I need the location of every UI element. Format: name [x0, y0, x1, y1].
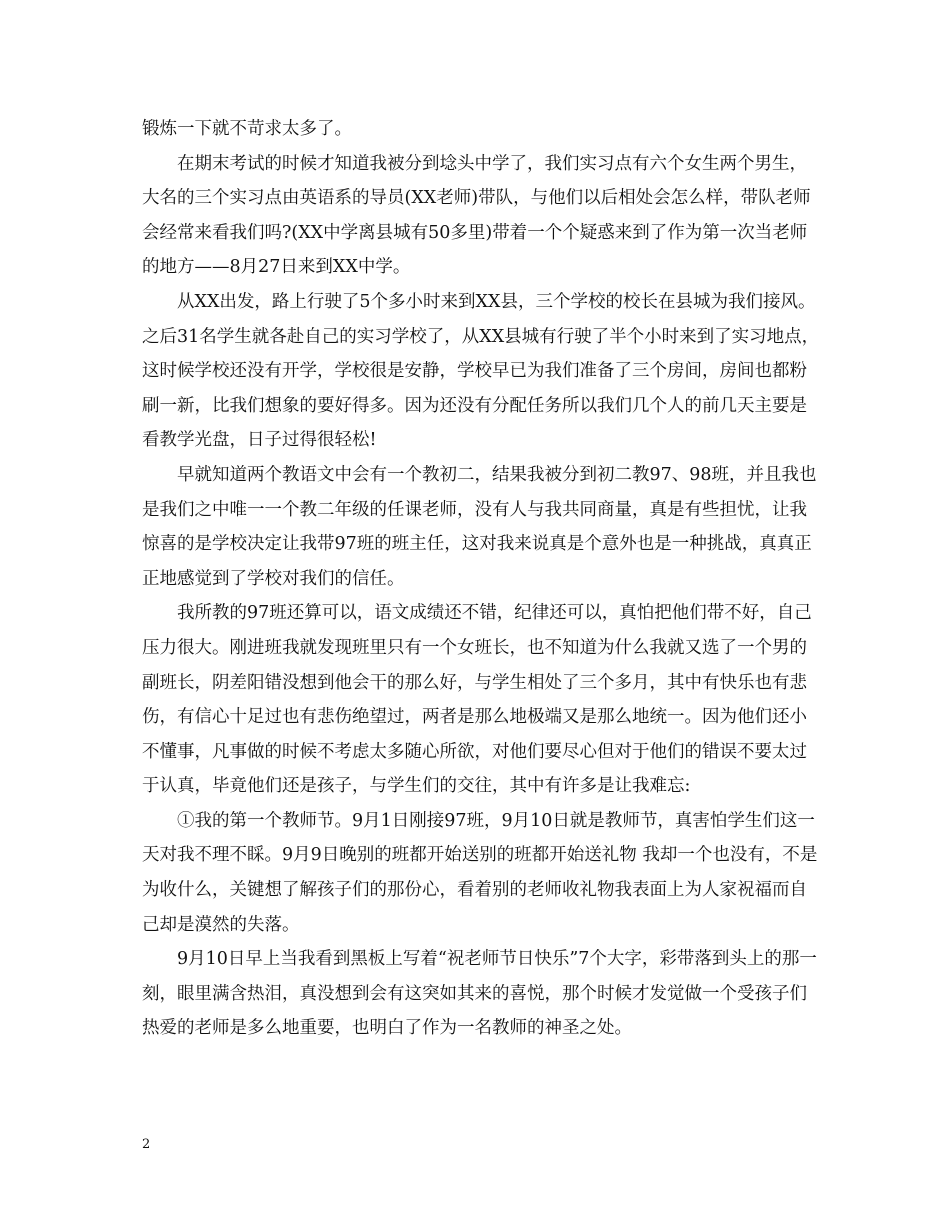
- paragraph-6: ①我的第一个教师节。9月1日刚接97班，9月10日就是教师节，真害怕学生们这一天对我不理不睬。9月9日晚别的班都开始送别的班都开始送礼物 我却一个也没有，不是为收什么，关键想了解孩子们的那份心，看着别的老师收礼物我表面上为人家祝福而自己却是漠然的失落。: [142, 810, 818, 935]
- page-number: 2: [142, 1137, 151, 1152]
- paragraph-7: 9月10日早上当我看到黑板上写着“祝老师节日快乐”7个大字，彩带落到头上的那一刻，眼里满含热泪，真没想到会有这突如其来的喜悦，那个时候才发觉做一个受孩子们热爱的老师是多么地重要，也明白了作为一名教师的神圣之处。: [142, 949, 817, 1039]
- body-text: [142, 112, 822, 1046]
- paragraph-5: 我所教的97班还算可以，语文成绩还不错，纪律还可以，真怕把他们带不好，自己压力很大。刚进班我就发现班里只有一个女班长，也不知道为什么我就又选了一个男的副班长，阴差阳错没想到他会干的那么好，与学生相处了三个多月，其中有快乐也有悲伤，有信心十足过也有悲伤绝望过，两者是那么地极端又是那么地统一。因为他们还小不懂事，凡事做的时候不考虑太多随心所欲，对他们要尽心但对于他们的错误不要太过于认真，毕竟他们还是孩子，与学生们的交往，其中有许多是让我难忘:: [142, 603, 812, 797]
- paragraph-2: 在期末考试的时候才知道我被分到埝头中学了，我们实习点有六个女生两个男生，大名的三个实习点由英语系的导员(XX老师)带队，与他们以后相处会怎么样，带队老师会经常来看我们吗?(XX中学离县城有50多里)带着一个个疑惑来到了作为第一次当老师的地方——8月27日来到XX中学。: [142, 153, 811, 278]
- paragraph-4: 早就知道两个教语文中会有一个教初二，结果我被分到初二教97、98班，并且我也是我们之中唯一一个教二年级的任课老师，没有人与我共同商量，真是有些担忧，让我惊喜的是学校决定让我带97班的班主任，这对我来说真是个意外也是一种挑战，真真正正地感觉到了学校对我们的信任。: [142, 464, 817, 589]
- paragraph-3: 从XX出发，路上行驶了5个多小时来到XX县，三个学校的校长在县城为我们接风。之后31名学生就各赴自己的实习学校了，从XX县城有行驶了半个小时来到了实习地点，这时候学校还没有开学，学校很是安静，学校早已为我们准备了三个房间，房间也都粉刷一新，比我们想象的要好得多。因为还没有分配任务所以我们几个人的前几天主要是看教学光盘，日子过得很轻松!: [142, 291, 820, 451]
- paragraph-1: 锻炼一下就不苛求太多了。: [142, 119, 352, 139]
